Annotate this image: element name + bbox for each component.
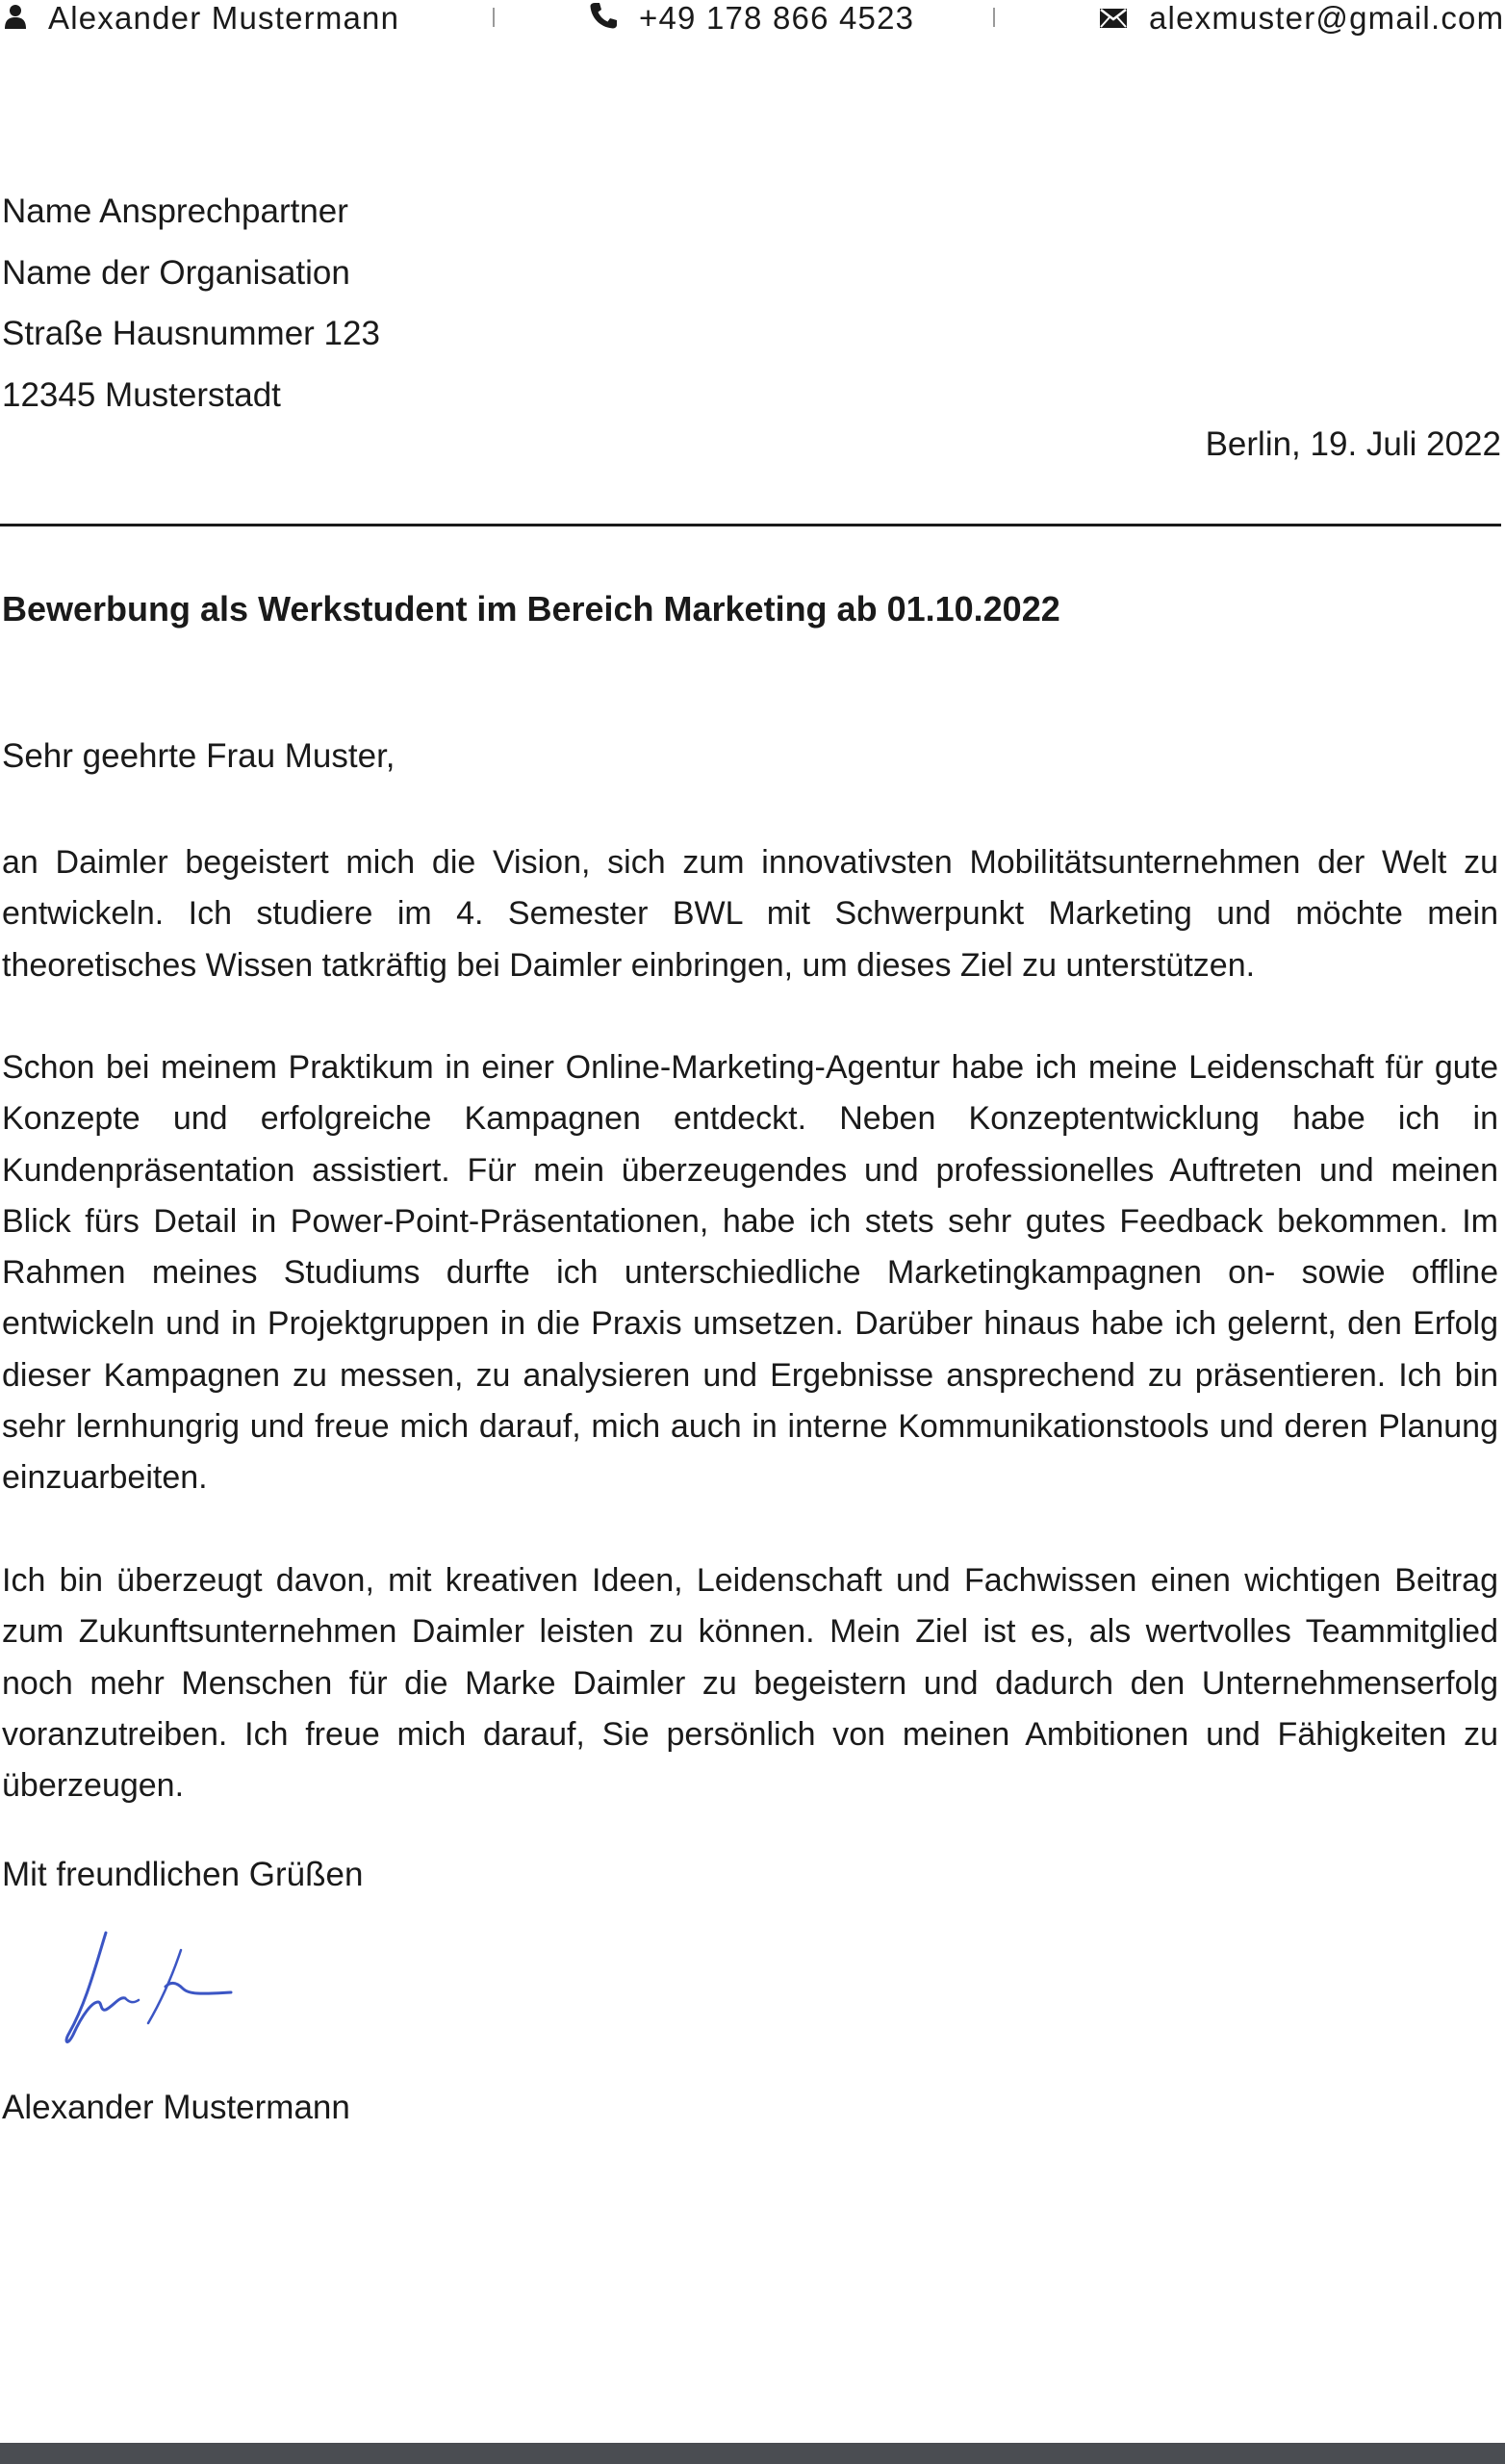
recipient-contact: Name Ansprechpartner (2, 192, 348, 230)
header-phone-item[interactable] (589, 0, 914, 37)
header-name-item (4, 0, 399, 37)
salutation: Sehr geehrte Frau Muster, (2, 737, 395, 775)
contact-header (0, 0, 1505, 38)
footer-bar (0, 2443, 1505, 2464)
body-paragraph-3: Ich bin überzeugt davon, mit kreativen Ideen, Leidenschaft und Fachwissen einen wichtigen Beitrag zum Zukunftsunternehmen Daimler leisten zu können. Mein Ziel ist es, als wertvolles Teammitglied noch mehr Menschen für die Marke Daimler zu begeistern und dadurch den Unternehmenserfolg voranzutreiben. Ich freue mich darauf, Sie persönlich von meinen Ambitionen und Fähigkeiten zu überzeugen. (2, 1562, 1498, 1805)
closing: Mit freundlichen Grüßen (2, 1856, 364, 1893)
person-icon (4, 0, 27, 37)
handwritten-signature (38, 1925, 250, 2079)
signer-name: Alexander Mustermann (2, 2089, 350, 2126)
header-phone[interactable]: +49 178 866 4523 (639, 0, 915, 36)
header-separator (993, 8, 995, 27)
recipient-address (2, 181, 380, 425)
body-paragraph-1: an Daimler begeistert mich die Vision, sich zum innovativsten Mobilitätsunternehmen der Welt zu entwickeln. Ich studiere im 4. Semester BWL mit Schwerpunkt Marketing und möchte mein theoretisches Wissen tatkräftig bei Daimler einbringen, um dieses Ziel zu unterstützen. (2, 844, 1498, 984)
body-paragraph-2: Schon bei meinem Praktikum in einer Online-Marketing-Agentur habe ich meine Leidenschaft für gute Konzepte und erfolgreiche Kampagnen entdeckt. Neben Konzeptentwicklung habe ich in Kundenpräsentation assistiert. Für mein überzeugendes und professionelles Auftreten und meinen Blick fürs Detail in Power-Point-Präsentationen, habe ich stets sehr gutes Feedback bekommen. Im Rahmen meines Studiums durfte ich unterschiedliche Marketingkampagnen on- sowie offline entwickeln und in Projektgruppen in die Praxis umsetzen. Darüber hinaus habe ich gelernt, den Erfolg dieser Kampagnen zu messen, zu analysieren und Ergebnisse ansprechend zu präsentieren. Ich bin sehr lernhungrig und freue mich darauf, mich auch in interne Kommunikationstools und deren Planung einzuarbeiten. (2, 1049, 1498, 1497)
header-separator (493, 8, 495, 27)
recipient-street: Straße Hausnummer 123 (2, 315, 380, 352)
recipient-city: 12345 Musterstadt (2, 375, 281, 414)
header-email[interactable]: alexmuster@gmail.com (1149, 0, 1505, 36)
letter-subject: Bewerbung als Werkstudent im Bereich Marketing ab 01.10.2022 (2, 589, 1060, 629)
header-email-item[interactable] (1099, 0, 1504, 37)
envelope-icon (1099, 0, 1128, 37)
phone-icon (589, 0, 618, 37)
header-name: Alexander Mustermann (48, 0, 400, 36)
divider-line (0, 524, 1501, 526)
recipient-organization: Name der Organisation (2, 253, 350, 292)
letter-date: Berlin, 19. Juli 2022 (1205, 425, 1501, 463)
